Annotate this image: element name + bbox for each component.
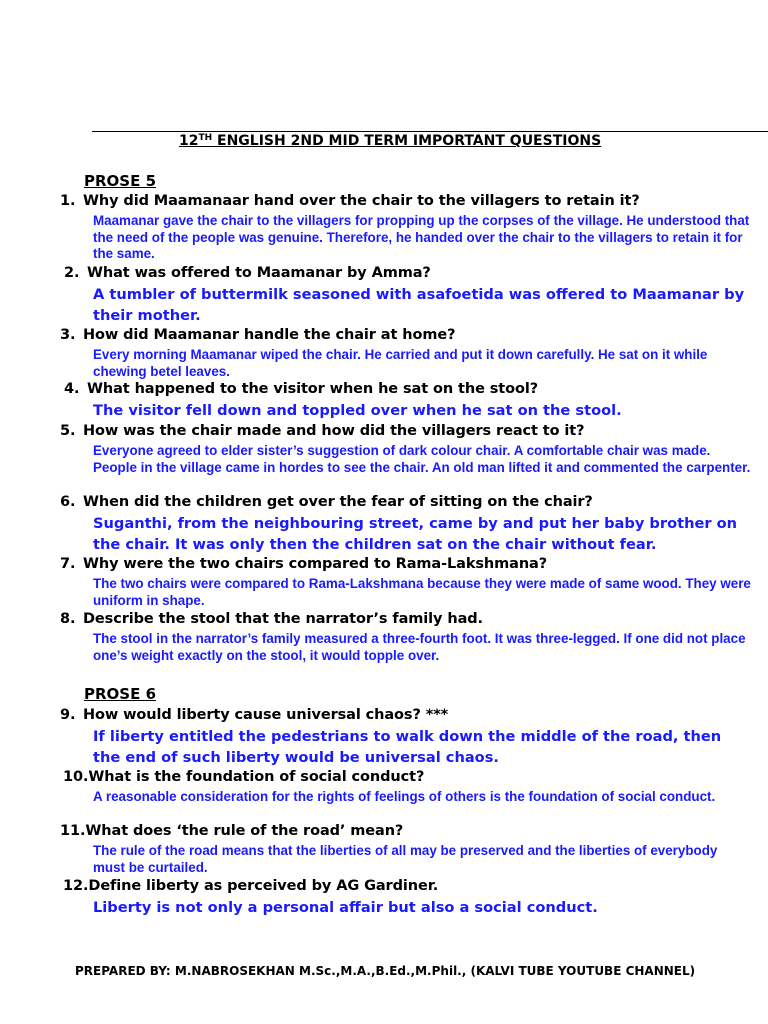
answer-8: The stool in the narrator’s family measured a three-fourth foot. It was three-legged. If one did not place one’s weight exactly on the stool, it would topple over. [93, 631, 746, 663]
question-6: 6. When did the children get over the fear of sitting on the chair? [60, 494, 593, 510]
question-11: 11.What does ‘the rule of the road’ mean? [60, 823, 404, 839]
answer-2: A tumbler of buttermilk seasoned with asafoetida was offered to Maamanar by their mother. [93, 286, 745, 324]
answer-9: If liberty entitled the pedestrians to walk down the middle of the road, then the end of such liberty would be universal chaos. [93, 728, 722, 766]
question-10: 10.What is the foundation of social conduct? [63, 769, 425, 785]
answer-4: The visitor fell down and toppled over when he sat on the stool. [93, 402, 622, 419]
answer-5: Everyone agreed to elder sister’s suggestion of dark colour chair. A comfortable chair was made. People in the village came in hordes to see the chair. An old man lifted it and commented the carpenter. [93, 443, 751, 475]
answer-10: A reasonable consideration for the rights of feelings of others is the foundation of social conduct. [93, 789, 716, 804]
footer-credit: PREPARED BY: M.NABROSEKHAN M.Sc.,M.A.,B.Ed.,M.Phil., (KALVI TUBE YOUTUBE CHANNEL) [75, 964, 696, 978]
page-title: 12TH ENGLISH 2ND MID TERM IMPORTANT QUESTIONS [179, 133, 602, 149]
answer-1: Maamanar gave the chair to the villagers for propping up the corpses of the village. He understood that the need of the people was genuine. Therefore, he handed over the chair to the villagers to retain it for the same. [93, 213, 750, 262]
question-4: 4. What happened to the visitor when he sat on the stool? [64, 381, 539, 397]
question-3: 3. How did Maamanar handle the chair at home? [60, 327, 456, 343]
question-7: 7. Why were the two chairs compared to Rama-Lakshmana? [60, 556, 548, 572]
answer-7: The two chairs were compared to Rama-Lakshmana because they were made of same wood. They were uniform in shape. [93, 576, 751, 608]
answer-3: Every morning Maamanar wiped the chair. He carried and put it down carefully. He sat on it while chewing betel leaves. [93, 347, 708, 379]
answer-6: Suganthi, from the neighbouring street, came by and put her baby brother on the chair. It was only then the children sat on the chair without fear. [93, 515, 738, 553]
section-heading-prose-5: PROSE 5 [84, 172, 157, 190]
question-12: 12.Define liberty as perceived by AG Gardiner. [63, 878, 439, 894]
answer-12: Liberty is not only a personal affair but also a social conduct. [93, 899, 598, 916]
question-5: 5. How was the chair made and how did the villagers react to it? [60, 423, 585, 439]
question-8: 8. Describe the stool that the narrator’s family had. [60, 611, 483, 627]
question-2: 2. What was offered to Maamanar by Amma? [64, 265, 431, 281]
question-9: 9. How would liberty cause universal chaos? *** [60, 707, 449, 723]
answer-11: The rule of the road means that the liberties of all may be preserved and the liberties of everybody must be curtailed. [93, 843, 718, 875]
section-heading-prose-6: PROSE 6 [84, 685, 157, 703]
header-rule [92, 131, 768, 132]
question-1: 1. Why did Maamanaar hand over the chair to the villagers to retain it? [60, 193, 640, 209]
